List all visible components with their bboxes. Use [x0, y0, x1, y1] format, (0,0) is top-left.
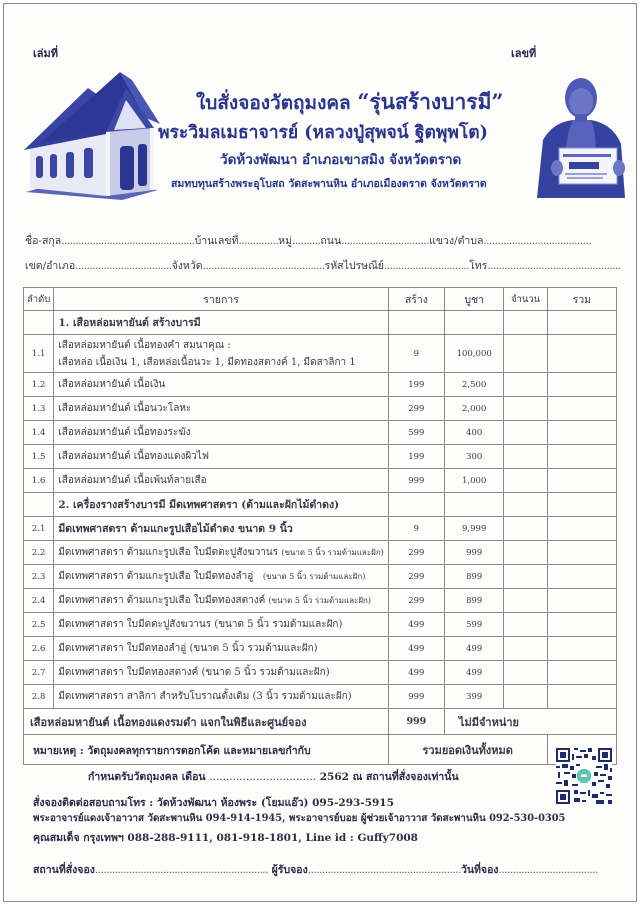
row-item-size: (ขนาด 5 นิ้ว รวมด้ามและฝัก)	[262, 572, 366, 581]
row-no: 1.1	[24, 335, 54, 373]
table-row	[24, 421, 617, 445]
row-total-cell	[547, 373, 616, 397]
row-quantity-input[interactable]	[504, 397, 547, 421]
row-quantity-input[interactable]	[504, 589, 547, 613]
row-price: 2,500	[444, 373, 504, 397]
temple-building-icon	[22, 68, 162, 204]
row-item: มีดเทพศาสตรา ใบมีดตะปูสังฆวานร (ขนาด 5 นิ้ว รวมด้ามและฝัก)	[54, 613, 388, 637]
row-total-cell	[547, 637, 616, 661]
contact-line-1: สั่งจองติดต่อสอบถามโทร : วัดห้วงพัฒนา ห้องพระ (โยมแอ๊ว) 095-293-5915	[33, 797, 394, 809]
special-item: เสือหล่อมหายันต์ เนื้อทองแดงรมดำ แจกในพิธีและศูนย์จอง	[24, 709, 389, 735]
road-field[interactable]: ...............................	[341, 235, 430, 247]
row-created: 499	[388, 661, 444, 685]
table-row	[24, 565, 617, 589]
subdistrict-field-label: แขวง/ตำบล	[429, 235, 484, 247]
name-field[interactable]: ...............................................	[61, 235, 195, 247]
row-item: เสือหล่อมหายันต์ เนื้อเงิน	[54, 373, 388, 397]
row-item-line-1: เสือหล่อมหายันต์ เนื้อทองคำ สมนาคุณ :	[58, 339, 231, 351]
customer-info-row-2	[25, 257, 621, 274]
temple-line: วัดห้วงพัฒนา อำเภอเขาสมิง จังหวัดตราด	[220, 152, 462, 168]
header-price: บูชา	[444, 288, 504, 311]
order-table	[23, 287, 617, 765]
row-no: 1.4	[24, 421, 54, 445]
village-no-field-label: หมู่	[278, 235, 293, 247]
row-item: มีดเทพศาสตรา ใบมีดทองสตางค์ (ขนาด 5 นิ้ว รวมด้ามและฝัก)	[54, 661, 388, 685]
row-item: เสือหล่อมหายันต์ เนื้อทองแดงผิวไฟ	[54, 445, 388, 469]
row-created: 999	[388, 685, 444, 709]
row-price: 999	[444, 541, 504, 565]
table-row	[24, 373, 617, 397]
remarks-line-2	[88, 768, 459, 785]
row-created: 299	[388, 541, 444, 565]
row-total-cell	[547, 565, 616, 589]
row-created: 199	[388, 445, 444, 469]
table-row	[24, 469, 617, 493]
header-total: รวม	[547, 288, 616, 311]
table-row	[24, 397, 617, 421]
contact-line-2: พระอาจารย์แดงเจ้าอาวาส วัดสะพานหิน 094-914-1945, พระอาจารย์บอย ผู้ช่วยเจ้าอาวาส วัดสะพานหิน 092-530-0305	[33, 813, 566, 824]
row-item: มีดเทพศาสตรา ใบมีดทองลำอู่ (ขนาด 5 นิ้ว รวมด้ามและฝัก)	[54, 637, 388, 661]
row-price: 399	[444, 685, 504, 709]
row-price: 300	[444, 445, 504, 469]
row-created: 999	[388, 469, 444, 493]
row-total-cell	[547, 335, 616, 373]
phone-field-label: โทร	[469, 260, 488, 272]
row-item-text: มีดเทพศาสตรา ด้ามแกะรูปเสือ ใบมีดทองสตางค์	[58, 595, 266, 606]
line-qr-code-icon[interactable]	[556, 748, 612, 804]
remarks-line-1: หมายเหตุ : วัตถุมงคลทุกรายการตอกโค้ด และหมายเลขกำกับ	[33, 745, 311, 757]
row-quantity-input[interactable]	[504, 613, 547, 637]
title-series: “รุ่นสร้างบารมี”	[357, 89, 504, 114]
row-item-size: (ขนาด 5 นิ้ว รวมด้ามและฝัก)	[281, 548, 384, 557]
province-field-label: จังหวัด	[171, 260, 203, 272]
row-item: มีดเทพศาสตรา สาลิกา สำหรับโบราณดั้งเดิม (3 นิ้ว รวมด้ามและฝัก)	[54, 685, 388, 709]
row-item-line-2: เสือหล่อ เนื้อเงิน 1, เสือหล่อเนื้อนวะ 1, มีดทองสตางค์ 1, มีดสาลิกา 1	[58, 356, 356, 368]
district-field-label: เขต/อำเภอ	[25, 260, 76, 272]
postal-code-field-label: รหัสไปรษณีย์	[324, 260, 384, 272]
row-price: 899	[444, 565, 504, 589]
row-total-cell	[547, 685, 616, 709]
house-no-field[interactable]: ..............	[238, 235, 279, 247]
pickup-month-label: กำหนดรับวัตถุมงคล เดือน	[88, 771, 206, 783]
table-row	[24, 589, 617, 613]
row-no: 2.2	[24, 541, 54, 565]
row-no: 2.6	[24, 637, 54, 661]
row-total-cell	[547, 397, 616, 421]
row-no: 2.7	[24, 661, 54, 685]
contact-line-3: คุณสมเด็จ กรุงเทพฯ 088-288-9111, 081-918-1801, Line id : Guffy7008	[33, 832, 418, 844]
row-item	[54, 541, 388, 565]
row-quantity-input[interactable]	[504, 421, 547, 445]
row-quantity-input[interactable]	[504, 661, 547, 685]
row-created: 9	[388, 335, 444, 373]
phone-field[interactable]: ...............................................	[487, 260, 621, 272]
section-row-2	[24, 493, 617, 517]
monk-portrait-icon	[533, 70, 629, 202]
table-row	[24, 445, 617, 469]
row-no: 2.5	[24, 613, 54, 637]
row-total-cell	[547, 661, 616, 685]
row-created: 299	[388, 397, 444, 421]
section-title: 2. เครื่องรางสร้างบารมี มีดเทพศาสตรา (ด้ามและฝักไม้ดำดง)	[54, 493, 388, 517]
row-price: 1,000	[444, 469, 504, 493]
table-row	[24, 661, 617, 685]
order-date-label: วันที่จอง	[460, 864, 499, 876]
book-number-label: เล่มที่	[33, 47, 59, 60]
row-price: 9,999	[444, 517, 504, 541]
receiver-field[interactable]: ......................................................	[307, 864, 461, 876]
receiver-label: ผู้รับจอง	[271, 864, 308, 876]
row-no: 2.3	[24, 565, 54, 589]
order-date-field[interactable]: ...................................	[498, 864, 598, 876]
row-item: มีดเทพศาสตรา ด้ามแกะรูปเสือไม้ดำดง ขนาด 9 นิ้ว	[54, 517, 388, 541]
form-title	[196, 86, 504, 119]
district-field[interactable]: ..................................	[75, 260, 172, 272]
row-total-cell	[547, 517, 616, 541]
special-created: 999	[388, 709, 444, 735]
special-not-for-sale: ไม่มีจำหน่าย	[444, 709, 616, 735]
row-quantity-input[interactable]	[504, 445, 547, 469]
row-item	[54, 565, 388, 589]
row-no: 2.4	[24, 589, 54, 613]
row-price: 499	[444, 637, 504, 661]
row-price: 2,000	[444, 397, 504, 421]
table-row	[24, 517, 617, 541]
house-no-field-label: บ้านเลขที่	[194, 235, 239, 247]
postal-code-field[interactable]: ..............................	[383, 260, 470, 272]
village-no-field[interactable]: ..........	[292, 235, 321, 247]
row-no: 2.8	[24, 685, 54, 709]
table-row	[24, 637, 617, 661]
row-created: 299	[388, 565, 444, 589]
row-price: 599	[444, 613, 504, 637]
row-created: 499	[388, 637, 444, 661]
row-quantity-input[interactable]	[504, 565, 547, 589]
row-total-cell	[547, 469, 616, 493]
row-quantity-input[interactable]	[504, 517, 547, 541]
table-row	[24, 335, 617, 373]
header-created: สร้าง	[388, 288, 444, 311]
title-prefix: ใบสั่งจองวัตถุมงคล	[196, 92, 351, 114]
row-created: 199	[388, 373, 444, 397]
row-price: 499	[444, 661, 504, 685]
special-giveaway-row	[24, 709, 617, 735]
table-row	[24, 613, 617, 637]
name-field-label: ชื่อ-สกุล	[25, 235, 62, 247]
row-item: เสือหล่อมหายันต์ เนื้อทองระฆัง	[54, 421, 388, 445]
road-field-label: ถนน	[320, 235, 342, 247]
row-total-cell	[547, 445, 616, 469]
row-price: 100,000	[444, 335, 504, 373]
section-row-1	[24, 311, 617, 335]
monk-name: พระวิมลเมธาจารย์ (หลวงปู่สุพจน์ ฐิตพุพโต)	[158, 123, 488, 143]
row-quantity-input[interactable]	[504, 637, 547, 661]
row-created: 9	[388, 517, 444, 541]
row-quantity-input[interactable]	[504, 335, 547, 373]
header-item: รายการ	[54, 288, 388, 311]
header-no: ลำดับ	[24, 288, 54, 311]
row-total-cell	[547, 613, 616, 637]
row-created: 599	[388, 421, 444, 445]
row-no: 1.2	[24, 373, 54, 397]
row-total-cell	[547, 541, 616, 565]
fund-line: สมทบทุนสร้างพระอุโบสถ วัดสะพานหิน อำเภอเมืองตราด จังหวัดตราด	[171, 178, 487, 190]
row-item	[54, 335, 388, 373]
row-item: เสือหล่อมหายันต์ เนื้อนวะโลหะ	[54, 397, 388, 421]
pickup-month-field[interactable]: ................................	[209, 771, 317, 783]
row-created: 299	[388, 589, 444, 613]
row-total-cell	[547, 589, 616, 613]
header-quantity: จำนวน	[504, 288, 547, 311]
row-no: 2.1	[24, 517, 54, 541]
section-title: 1. เสือหล่อมหายันต์ สร้างบารมี	[54, 311, 388, 335]
row-total-cell	[547, 421, 616, 445]
row-item	[54, 589, 388, 613]
row-price: 400	[444, 421, 504, 445]
row-price: 899	[444, 589, 504, 613]
table-header-row	[24, 288, 617, 311]
customer-info-row-1	[25, 232, 591, 249]
subdistrict-field[interactable]: ......................................	[483, 235, 592, 247]
row-no: 1.3	[24, 397, 54, 421]
row-quantity-input[interactable]	[504, 469, 547, 493]
row-quantity-input[interactable]	[504, 685, 547, 709]
row-quantity-input[interactable]	[504, 373, 547, 397]
order-place-field[interactable]: .............................................................	[94, 864, 268, 876]
row-no: 1.5	[24, 445, 54, 469]
province-field[interactable]: ...........................................	[202, 260, 325, 272]
table-row	[24, 541, 617, 565]
table-row	[24, 685, 617, 709]
row-item-text: มีดเทพศาสตรา ด้ามแกะรูปเสือ ใบมีดตะปูสังฆวานร	[58, 547, 279, 558]
order-place-label: สถานที่สั่งจอง	[33, 864, 95, 876]
footer-fields	[33, 861, 598, 878]
serial-number-label: เลขที่	[511, 47, 537, 60]
grand-total-label: รวมยอดเงินทั้งหมด	[388, 735, 547, 765]
row-created: 499	[388, 613, 444, 637]
row-item-text: มีดเทพศาสตรา ด้ามแกะรูปเสือ ใบมีดทองลำอู่	[58, 571, 254, 582]
row-no: 1.6	[24, 469, 54, 493]
row-item-size: (ขนาด 5 นิ้ว รวมด้ามและฝัก)	[268, 596, 371, 605]
pickup-note: 2562 ณ สถานที่สั่งจองเท่านั้น	[319, 771, 459, 783]
row-quantity-input[interactable]	[504, 541, 547, 565]
row-item: เสือหล่อมหายันต์ เนื้อเพ้นท์ลายเสือ	[54, 469, 388, 493]
